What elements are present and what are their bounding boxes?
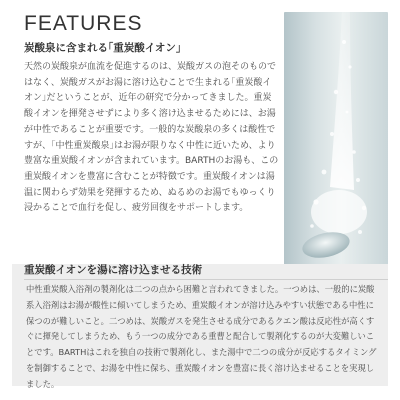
page-title: FEATURES — [24, 12, 143, 35]
foam-cloud — [311, 190, 367, 234]
section-subtitle: 炭酸泉に含まれる｢重炭酸イオン｣ — [24, 42, 182, 54]
divider — [24, 279, 388, 280]
technology-heading: 重炭酸イオンを湯に溶け込ませる技術 — [24, 264, 203, 276]
bubble-stream — [330, 12, 354, 190]
bubbles-illustration — [284, 12, 388, 266]
intro-paragraph: 天然の炭酸泉が血流を促進するのは、炭酸ガスの泡そのものではなく、炭酸ガスがお湯に溶け込むことで生まれる｢重炭酸イオン｣だということが、近年の研究で分かってきました。重炭酸イオンを揮発させずにより多く溶け込ませるためには、お湯が中性であることが重要です。一般的な炭酸泉の多くは酸性ですが、｢中性重炭酸泉｣はお湯が限りなく中性に近いため、より豊富な重炭酸イオンが含まれています。BARTHのお湯も、この重炭酸イオンを豊富に含むことが特徴です。重炭酸イオンは湯温に関わらず効果を発揮するため、ぬるめのお湯でもゆっくり浸かることで血行を促し、疲労回復をサポートします。 — [24, 62, 279, 214]
technology-paragraph: 中性重炭酸入浴剤の製剤化は二つの点から困難と言われてきました。一つめは、一般的に炭酸系入浴剤はお湯が酸性に傾いてしまうため、重炭酸イオンが溶け込みやすい状態である中性に保つのが難しいこと。二つめは、炭酸ガスを発生させる成分であるクエン酸は反応性が高くすぐに揮発してしまうため、もう一つの成分である重曹と配合して製剤化するのが大変難しいことです。BARTHはこれを独自の技術で製剤化し、また湯中で二つの成分が反応するタイミングを制御することで、お湯を中性に保ち、重炭酸イオンを豊富に長く溶け込ませることを実現しました。 — [26, 284, 377, 389]
dissolving-tablet-image — [284, 12, 388, 266]
